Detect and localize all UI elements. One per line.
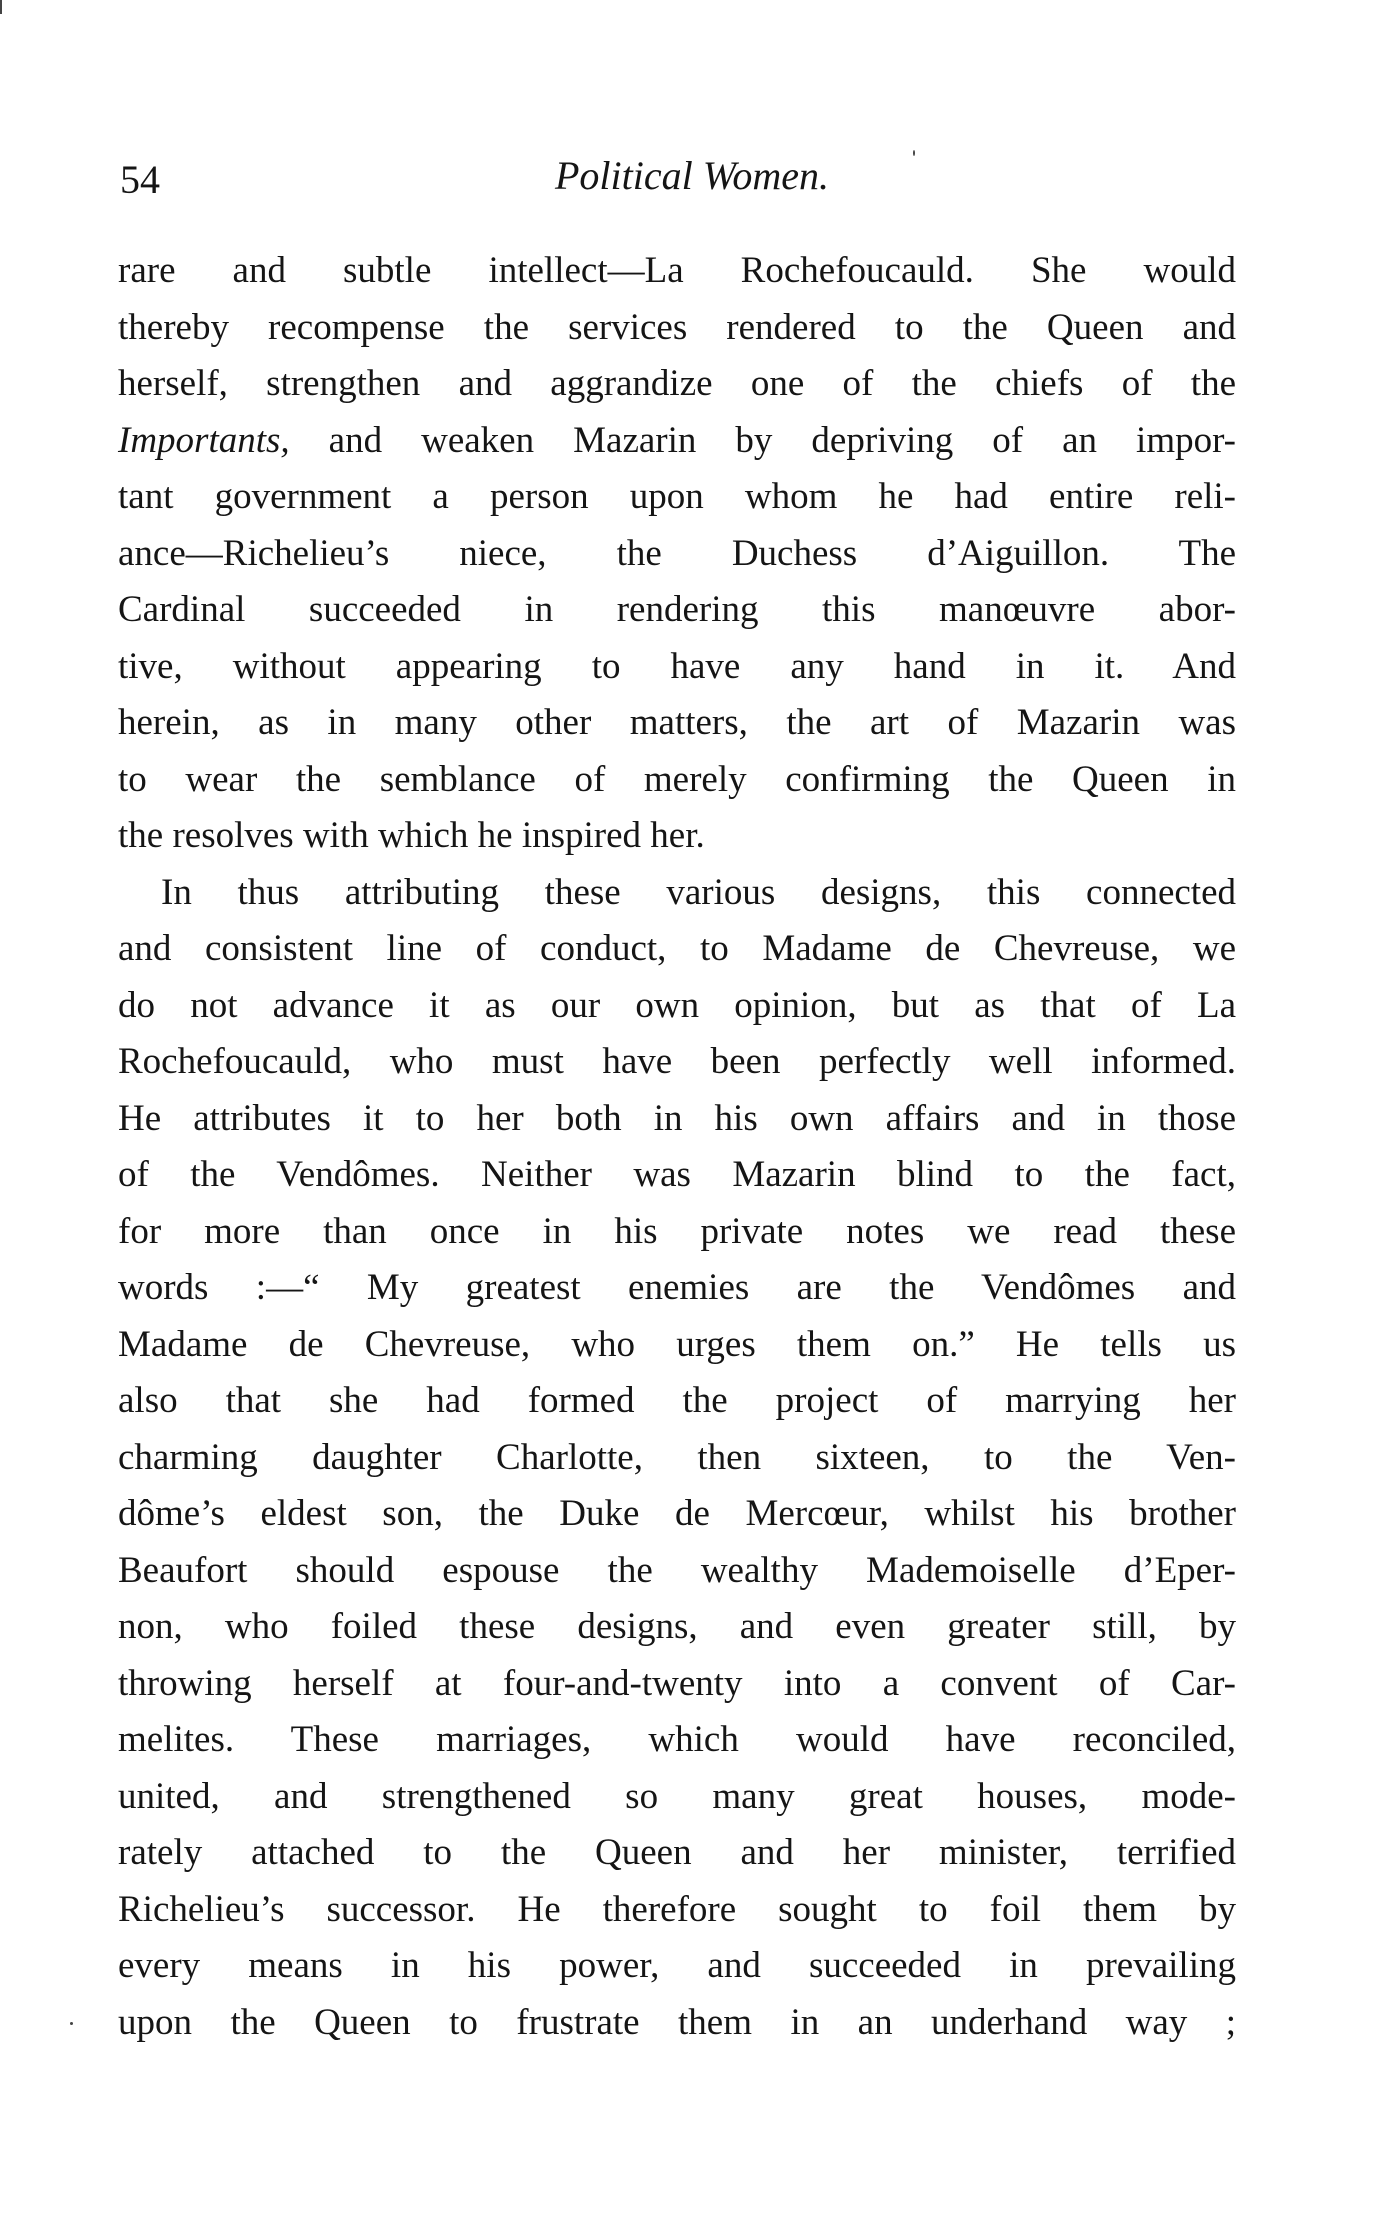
text-line — [118, 1486, 1236, 1543]
line-text: In thus attributing these various designs, this connected — [161, 871, 1236, 913]
line-text: throwing herself at four-and-twenty into a convent of Car- — [118, 1662, 1236, 1704]
text-line — [118, 1034, 1236, 1091]
text-line — [118, 1712, 1236, 1769]
text-line — [118, 752, 1236, 809]
line-text: rately attached to the Queen and her minister, terrified — [118, 1832, 1236, 1873]
text-line — [118, 300, 1236, 357]
running-title: Political Women. — [554, 153, 830, 198]
line-text: non, who foiled these designs, and even greater still, by — [118, 1606, 1236, 1647]
line-text: words :—“ My greatest enemies are the Vendômes and — [118, 1267, 1236, 1308]
line-text: thereby recompense the services rendered to the Queen and — [118, 306, 1236, 348]
text-line — [118, 1599, 1236, 1656]
print-speck — [913, 150, 915, 156]
italic-term: Importants, — [118, 419, 290, 461]
line-text: Richelieu’s successor. He therefore sought to foil them by — [118, 1888, 1236, 1930]
line-text: herein, as in many other matters, the art of Mazarin was — [118, 702, 1236, 743]
line-text: united, and strengthened so many great houses, mode- — [118, 1775, 1236, 1817]
line-text: of the Vendômes. Neither was Mazarin blind to the fact, — [118, 1154, 1236, 1195]
text-line — [118, 865, 1236, 922]
line-text: upon the Queen to frustrate them in an underhand way ; — [118, 2001, 1236, 2043]
text-line — [118, 1147, 1236, 1204]
line-text: Cardinal succeeded in rendering this manœuvre abor- — [118, 589, 1236, 630]
print-speck — [70, 2022, 73, 2025]
line-text: also that she had formed the project of marrying her — [118, 1380, 1236, 1421]
line-text: every means in his power, and succeeded in prevailing — [118, 1945, 1236, 1986]
text-line — [118, 1769, 1236, 1826]
text-line — [118, 1430, 1236, 1487]
text-line — [118, 413, 1236, 470]
text-line — [118, 1317, 1236, 1374]
text-line — [118, 1882, 1236, 1939]
text-line — [118, 1373, 1236, 1430]
text-line — [118, 469, 1236, 526]
text-line — [118, 1995, 1236, 2052]
line-text: ance—Richelieu’s niece, the Duchess d’Aiguillon. The — [118, 532, 1236, 574]
page-header — [118, 148, 1236, 204]
line-text: for more than once in his private notes we read these — [118, 1210, 1236, 1252]
line-text: and consistent line of conduct, to Madame de Chevreuse, we — [118, 928, 1236, 969]
text-line — [118, 1204, 1236, 1261]
scan-edge-mark — [0, 0, 2, 14]
line-text: Rochefoucauld, who must have been perfectly well informed. — [118, 1041, 1236, 1082]
text-line — [118, 1260, 1236, 1317]
text-line — [118, 808, 1236, 865]
text-line — [118, 921, 1236, 978]
line-text: dôme’s eldest son, the Duke de Mercœur, whilst his brother — [118, 1493, 1236, 1534]
page-number: 54 — [120, 157, 160, 202]
text-line — [118, 695, 1236, 752]
line-text: and weaken Mazarin by depriving of an impor- — [289, 419, 1236, 461]
line-text: rare and subtle intellect—La Rochefoucauld. She would — [118, 250, 1236, 291]
text-line — [118, 639, 1236, 696]
text-line — [118, 1091, 1236, 1148]
text-line — [118, 1938, 1236, 1995]
text-line — [118, 1543, 1236, 1600]
line-text: charming daughter Charlotte, then sixteen, to the Ven- — [118, 1436, 1236, 1478]
line-text: herself, strengthen and aggrandize one of the chiefs of the — [118, 363, 1236, 404]
line-text: Beaufort should espouse the wealthy Mademoiselle d’Eper- — [118, 1549, 1236, 1591]
text-line — [118, 526, 1236, 583]
text-line — [118, 356, 1236, 413]
line-text: tive, without appearing to have any hand in it. And — [118, 645, 1236, 687]
line-text: melites. These marriages, which would have reconciled, — [118, 1719, 1236, 1760]
text-line — [118, 978, 1236, 1035]
line-text: He attributes it to her both in his own affairs and in those — [118, 1097, 1236, 1139]
text-line — [118, 243, 1236, 300]
page-body — [118, 243, 1236, 2051]
line-text: Madame de Chevreuse, who urges them on.” He tells us — [118, 1323, 1236, 1365]
line-text: the resolves with which he inspired her. — [118, 815, 705, 856]
line-text: to wear the semblance of merely confirming the Queen in — [118, 758, 1236, 800]
line-text: do not advance it as our own opinion, but as that of La — [118, 984, 1236, 1026]
text-line — [118, 582, 1236, 639]
text-line — [118, 1656, 1236, 1713]
line-text: tant government a person upon whom he had entire reli- — [118, 476, 1236, 517]
text-line — [118, 1825, 1236, 1882]
